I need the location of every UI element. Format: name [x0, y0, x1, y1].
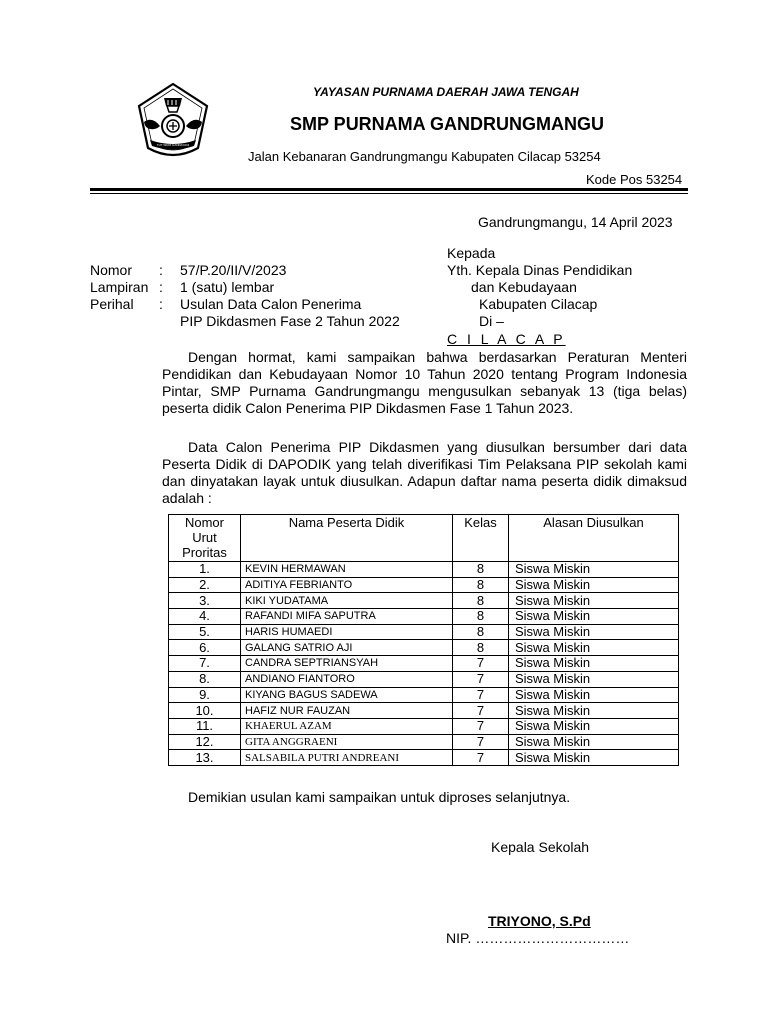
header-nomor: Nomor Urut Proritas [169, 515, 241, 562]
recipient-title-cont: dan Kebudayaan [471, 279, 577, 295]
student-name: KIYANG BAGUS SADEWA [241, 687, 453, 703]
recipient-region: Kabupaten Cilacap [479, 296, 598, 312]
tut-wuri-handayani-logo [136, 82, 210, 162]
nomor-label: Nomor [90, 262, 133, 278]
foundation-name: YAYASAN PURNAMA DAERAH JAWA TENGAH [313, 85, 579, 99]
body-paragraph-1 [162, 349, 687, 417]
student-name: SALSABILA PUTRI ANDREANI [241, 750, 453, 766]
closing-sentence: Demikian usulan kami sampaikan untuk diproses selanjutnya. [188, 789, 571, 805]
student-name: GITA ANGGRAENI [241, 734, 453, 750]
student-class: 8 [453, 640, 509, 656]
nomor-value: 57/P.20/II/V/2023 [180, 262, 287, 278]
recipient-title: Yth. Kepala Dinas Pendidikan [447, 262, 633, 278]
header-kelas: Kelas [453, 515, 509, 562]
student-name: KHAERUL AZAM [241, 718, 453, 734]
student-class: 8 [453, 624, 509, 640]
student-name: RAFANDI MIFA SAPUTRA [241, 609, 453, 625]
logo-ribbon-text: TUT WURI HANDAYANI [156, 143, 190, 147]
student-class: 8 [453, 577, 509, 593]
student-name: ADITIYA FEBRIANTO [241, 577, 453, 593]
lampiran-colon: : [159, 279, 163, 295]
student-class: 7 [453, 703, 509, 719]
signatory-name: TRIYONO, S.Pd [488, 913, 591, 929]
row-number: 10. [169, 703, 241, 719]
student-name: GALANG SATRIO AJI [241, 640, 453, 656]
table-row [169, 750, 679, 766]
table-row [169, 609, 679, 625]
recipient-di: Di – [479, 313, 504, 329]
row-number: 9. [169, 687, 241, 703]
proposal-reason: Siswa Miskin [509, 671, 679, 687]
body-paragraph-1-text: Dengan hormat, kami sampaikan bahwa berdasarkan Peraturan Menteri Pendidikan dan Kebudayaan Nomor 10 Tahun 2020 tentang Program Indonesia Pintar, SMP Purnama Gandrungmangu mengusulkan sebanyak 13 (tiga belas) peserta didik Calon Penerima PIP Dikdasmen Fase 1 Tahun 2023. [162, 349, 687, 416]
postal-code: Kode Pos 53254 [586, 172, 683, 187]
proposal-reason: Siswa Miskin [509, 640, 679, 656]
proposal-reason: Siswa Miskin [509, 562, 679, 578]
school-address: Jalan Kebanaran Gandrungmangu Kabupaten Cilacap 53254 [248, 149, 601, 164]
row-number: 11. [169, 718, 241, 734]
table-row [169, 562, 679, 578]
table-row [169, 703, 679, 719]
student-name: CANDRA SEPTRIANSYAH [241, 656, 453, 672]
student-class: 7 [453, 734, 509, 750]
proposal-reason: Siswa Miskin [509, 718, 679, 734]
student-name: KEVIN HERMAWAN [241, 562, 453, 578]
student-class: 8 [453, 593, 509, 609]
proposal-reason: Siswa Miskin [509, 656, 679, 672]
perihal-label: Perihal [90, 296, 134, 312]
perihal-colon: : [159, 296, 163, 312]
table-header-row [169, 515, 679, 562]
proposal-reason: Siswa Miskin [509, 609, 679, 625]
table-row [169, 656, 679, 672]
table-row [169, 734, 679, 750]
table-row [169, 577, 679, 593]
row-number: 8. [169, 671, 241, 687]
row-number: 1. [169, 562, 241, 578]
student-name: KIKI YUDATAMA [241, 593, 453, 609]
row-number: 7. [169, 656, 241, 672]
perihal-value: Usulan Data Calon Penerima [180, 296, 362, 312]
row-number: 6. [169, 640, 241, 656]
row-number: 12. [169, 734, 241, 750]
body-paragraph-2 [162, 439, 687, 507]
signatory-nip: NIP. …………………………… [446, 930, 630, 946]
letterhead-rule-thick [90, 188, 688, 191]
header-nama: Nama Peserta Didik [241, 515, 453, 562]
signatory-role: Kepala Sekolah [491, 839, 590, 855]
lampiran-label: Lampiran [90, 279, 149, 295]
proposal-reason: Siswa Miskin [509, 687, 679, 703]
letterhead-rule-thin [90, 193, 688, 194]
table-row [169, 640, 679, 656]
table-row [169, 687, 679, 703]
student-class: 8 [453, 562, 509, 578]
table-row [169, 718, 679, 734]
row-number: 13. [169, 750, 241, 766]
lampiran-value: 1 (satu) lembar [180, 279, 275, 295]
proposal-reason: Siswa Miskin [509, 734, 679, 750]
student-table-body [169, 562, 679, 766]
student-name: HARIS HUMAEDI [241, 624, 453, 640]
proposal-reason: Siswa Miskin [509, 750, 679, 766]
student-class: 7 [453, 687, 509, 703]
letter-date: Gandrungmangu, 14 April 2023 [478, 214, 673, 230]
body-paragraph-2-text: Data Calon Penerima PIP Dikdasmen yang diusulkan bersumber dari data Peserta Didik di DAPODIK yang telah diverifikasi Tim Pelaksana PIP sekolah kami dan dinyatakan layak untuk diusulkan. Adapun daftar nama peserta didik dimaksud adalah : [162, 439, 687, 506]
proposal-reason: Siswa Miskin [509, 577, 679, 593]
row-number: 4. [169, 609, 241, 625]
header-alasan: Alasan Diusulkan [509, 515, 679, 562]
student-class: 7 [453, 671, 509, 687]
student-class: 8 [453, 609, 509, 625]
recipient-city: C I L A C A P [447, 331, 566, 347]
row-number: 3. [169, 593, 241, 609]
student-class: 7 [453, 750, 509, 766]
row-number: 5. [169, 624, 241, 640]
nomor-colon: : [159, 262, 163, 278]
student-name: ANDIANO FIANTORO [241, 671, 453, 687]
proposal-reason: Siswa Miskin [509, 703, 679, 719]
student-table [168, 514, 679, 766]
table-row [169, 671, 679, 687]
recipient-kepada: Kepada [447, 245, 496, 261]
row-number: 2. [169, 577, 241, 593]
student-class: 7 [453, 656, 509, 672]
student-class: 7 [453, 718, 509, 734]
proposal-reason: Siswa Miskin [509, 624, 679, 640]
table-row [169, 593, 679, 609]
student-name: HAFIZ NUR FAUZAN [241, 703, 453, 719]
perihal-value-line2: PIP Dikdasmen Fase 2 Tahun 2022 [180, 313, 400, 329]
school-name: SMP PURNAMA GANDRUNGMANGU [290, 114, 604, 134]
proposal-reason: Siswa Miskin [509, 593, 679, 609]
table-row [169, 624, 679, 640]
